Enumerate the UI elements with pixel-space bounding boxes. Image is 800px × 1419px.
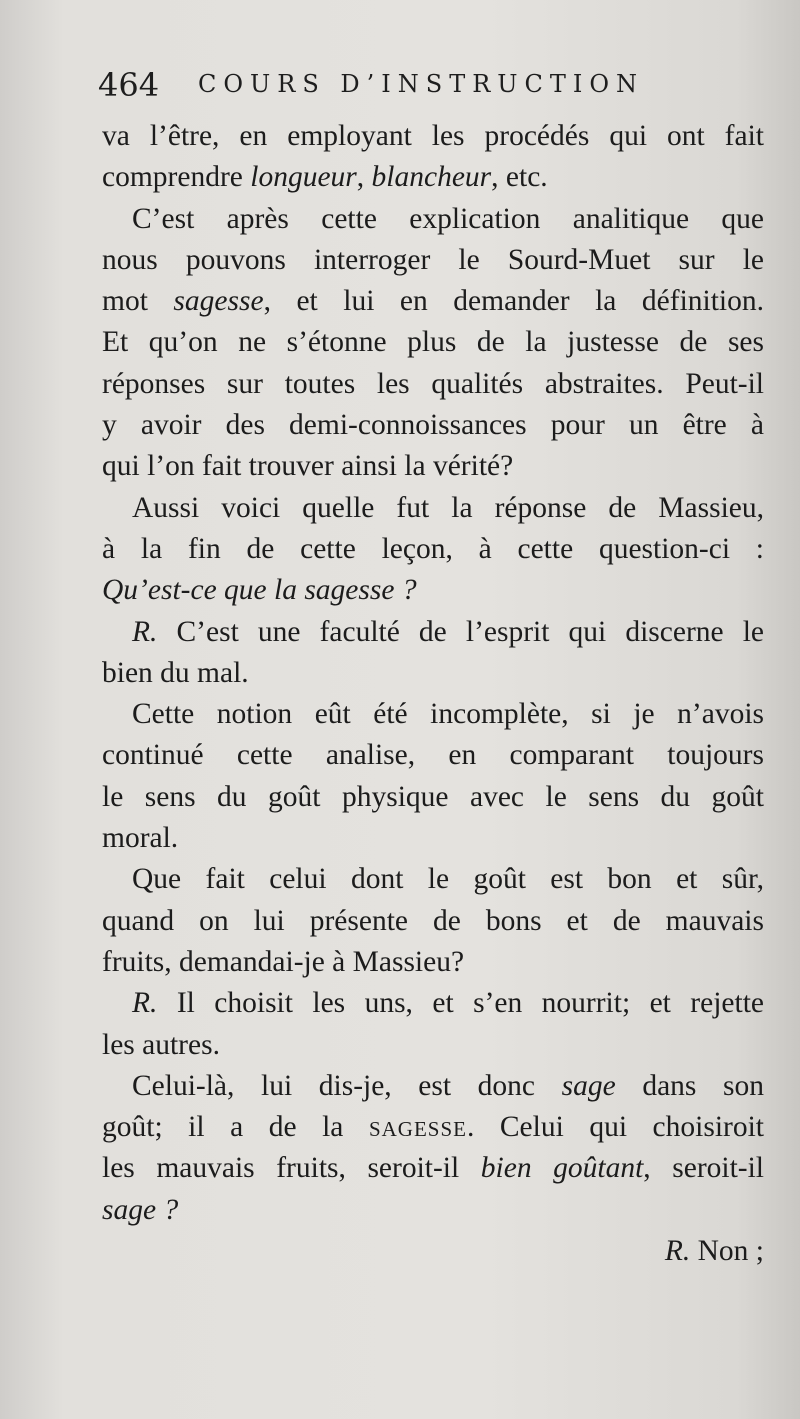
text-line: [102, 859, 764, 900]
line-text: , seroit-il: [643, 1152, 764, 1185]
line-text: C’est après cette explication analitique que: [132, 202, 764, 235]
line-text: y avoir des demi-connoissances pour un être à: [102, 409, 764, 442]
line-text: va l’être, en employant les procédés qui ont fait: [102, 120, 764, 152]
text-line: [102, 116, 764, 157]
line-text: continué cette analise, en comparant toujours: [102, 739, 764, 772]
text-line: [102, 364, 764, 405]
italic-text: R.: [664, 1235, 691, 1268]
text-line: [102, 322, 764, 363]
text-line: [102, 735, 764, 776]
line-text: qui l’on fait trouver ainsi la vérité?: [102, 450, 514, 483]
running-title: COURS D’INSTRUCTION: [198, 70, 645, 98]
line-text: nous pouvons interroger le Sourd-Muet sur le: [102, 243, 764, 276]
italic-text: blancheur: [371, 161, 492, 194]
line-text: Celui-là, lui dis-je, est donc: [132, 1069, 562, 1102]
line-text: Cette notion eût été incomplète, si je n’avois: [132, 698, 764, 731]
line-text: ,: [356, 161, 372, 194]
line-text: dans son: [615, 1069, 764, 1102]
italic-text: sagesse: [173, 285, 264, 318]
text-line: [102, 240, 764, 281]
page-number: 464: [98, 66, 160, 104]
text-line: [102, 777, 764, 818]
line-text: Aussi voici quelle fut la réponse de Massieu,: [132, 491, 764, 524]
text-line: [102, 1066, 764, 1107]
line-text: les mauvais fruits, seroit-il: [102, 1152, 481, 1185]
line-text: Et qu’on ne s’étonne plus de la justesse de ses: [102, 326, 764, 359]
line-text: moral.: [102, 822, 179, 855]
text-line: [102, 1148, 764, 1189]
line-text: bien du mal.: [102, 656, 249, 689]
text-line: [102, 1025, 764, 1066]
line-text: mot: [102, 285, 174, 318]
line-text: , et lui en demander la définition.: [263, 285, 764, 318]
text-line: [102, 488, 764, 529]
text-line: [102, 818, 764, 859]
line-text: quand on lui présente de bons et de mauvais: [102, 904, 764, 937]
text-line: [102, 1231, 764, 1272]
line-text: Que fait celui dont le goût est bon et sûr,: [132, 863, 764, 896]
text-line: [102, 612, 764, 653]
text-line: [102, 1107, 764, 1148]
italic-text: bien goûtant: [480, 1152, 644, 1185]
line-text: Non ;: [690, 1235, 764, 1268]
text-line: [102, 570, 764, 611]
text-line: [102, 281, 764, 322]
line-text: . Celui qui choisiroit: [466, 1111, 764, 1144]
text-line: [102, 942, 764, 983]
line-text: réponses sur toutes les qualités abstraites. Peut-il: [102, 367, 764, 400]
text-line: [102, 529, 764, 570]
italic-text: Qu’est-ce que la sagesse ?: [102, 574, 417, 607]
small-caps-text: SAGESSE: [368, 1117, 467, 1142]
text-line: [102, 157, 764, 198]
italic-text: sage: [561, 1069, 616, 1102]
line-text: goût; il a de la: [102, 1111, 369, 1144]
text-line: [102, 1190, 764, 1231]
text-line: [102, 694, 764, 735]
text-line: [102, 653, 764, 694]
page-header: [98, 64, 698, 110]
line-text: C’est une faculté de l’esprit qui discerne le: [157, 615, 764, 648]
italic-text: R.: [132, 615, 158, 648]
text-line: [102, 446, 764, 487]
text-line: [102, 983, 764, 1024]
line-text: , etc.: [491, 161, 548, 194]
text-line: [102, 901, 764, 942]
line-text: fruits, demandai-je à Massieu?: [102, 945, 465, 978]
line-text: comprendre: [102, 161, 251, 194]
italic-text: longueur: [250, 161, 357, 194]
line-text: les autres.: [102, 1028, 220, 1061]
line-text: à la fin de cette leçon, à cette question-ci :: [102, 532, 764, 565]
page-body: [102, 116, 764, 1272]
line-text: Il choisit les uns, et s’en nourrit; et rejette: [157, 987, 764, 1020]
text-line: [102, 199, 764, 240]
line-text: le sens du goût physique avec le sens du goût: [102, 780, 764, 813]
text-line: [102, 405, 764, 446]
italic-text: sage ?: [102, 1193, 179, 1226]
italic-text: R.: [132, 987, 158, 1020]
